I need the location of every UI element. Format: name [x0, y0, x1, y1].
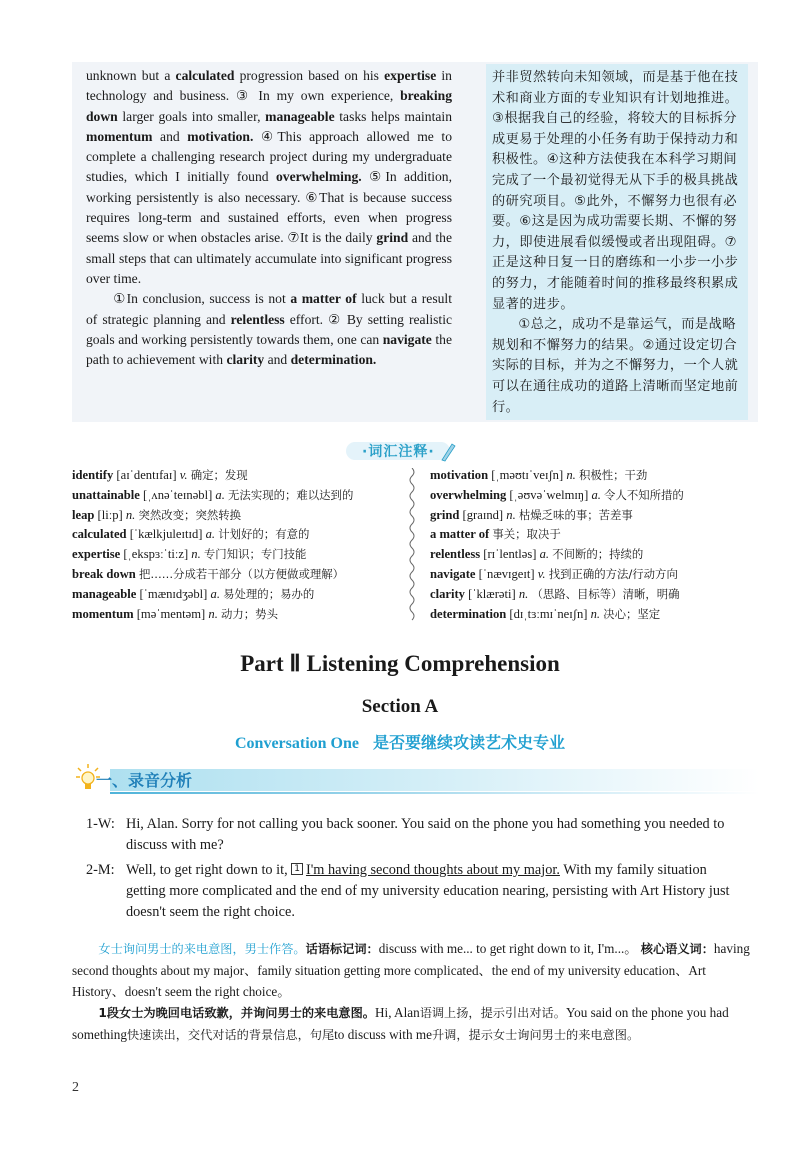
vocab-meaning: 突然改变；突然转换: [138, 507, 242, 522]
vocab-pos: n.: [587, 606, 604, 621]
page-number: 2: [72, 1080, 79, 1095]
vocab-phonetic: [ˌəʊvəˈwelmɪŋ]: [506, 487, 589, 502]
passage-text: and the small steps that can ultimately accumulate into significant progress over time.: [86, 230, 452, 286]
vocab-meaning: 把……分成若干部分（以方便做或理解）: [138, 566, 345, 581]
chinese-paragraph-1: 并非贸然转向未知领域，而是基于他在技术和商业方面的专业知识有计划地推进。③根据我自己的经验，将较大的目标拆分成更易于处理的小任务有助于保持动力和积极性。④这种方法使我在本科学习期间完成了一个最初觉得无从下手的极具挑战的研究项目。⑤此外，不懈努力也很有必要。⑥这是因为成功需要长期、不懈的努力，即使进展看似缓慢或者出现阻碍。⑦正是这种日复一日的磨练和一小步一小步的努力，才能随着时间的推移最终积累成显著的进步。: [492, 70, 739, 312]
conversation-title-cn: 是否要继续攻读艺术史专业: [372, 733, 565, 752]
vocab-divider-icon: [406, 468, 418, 624]
vocab-pos: n.: [503, 507, 519, 522]
vocab-meaning: 不间断的；持续的: [552, 547, 644, 562]
vocab-highlight: overwhelming.: [275, 169, 362, 185]
dialogue-text-post: With my family situation getting more complicated and the end of my university education nearing, persisting with Art History just doesn't seem the right choice.: [126, 862, 730, 920]
passage-text: effort. ② By setting realistic goals and working persistently towards them, one can: [86, 311, 453, 347]
section-title: Section A: [361, 696, 439, 717]
dialogue-turn: [86, 860, 748, 923]
vocab-phonetic: [liːp]: [94, 507, 123, 522]
vocab-phonetic: [ˌekspɜːˈtiːz]: [120, 547, 189, 562]
vocab-title: ·词汇注释·: [362, 444, 435, 460]
passage-text: in technology and business. ③ In my own experience,: [86, 68, 452, 104]
vocab-highlight: relentless: [230, 311, 285, 327]
vocab-highlight: motivation.: [187, 128, 254, 144]
dialogue-text: Hi, Alan. Sorry for not calling you back sooner. You said on the phone you had something you needed to discuss with me?: [126, 816, 725, 853]
english-passage: [86, 66, 452, 370]
english-paragraph-1: [86, 66, 452, 289]
vocab-phonetic: [ˈkælkjuleɪtɪd]: [126, 527, 203, 542]
vocab-phonetic: [ˈmænɪdʒəbl]: [136, 586, 208, 601]
analysis-summary: 女士询问男士的来电意图，男士作答。: [98, 942, 306, 956]
vocab-pos: n.: [205, 606, 221, 621]
part-title: Part Ⅱ Listening Comprehension: [240, 651, 560, 676]
vocab-word: leap: [72, 507, 95, 522]
dialogue-text-pre: Well, to get right down to it,: [126, 862, 292, 878]
vocab-pos: n.: [515, 586, 532, 601]
vocab-entry: [430, 585, 760, 605]
vocab-pos: v.: [176, 468, 191, 482]
vocab-meaning: 无法实现的；难以达到的: [228, 487, 354, 502]
vocab-entry: [430, 545, 760, 565]
vocab-meaning: 计划好的；有意的: [218, 527, 310, 542]
vocab-entry: [72, 585, 404, 605]
passage-text: and: [264, 352, 291, 368]
vocab-phonetic: [məˈmentəm]: [133, 606, 206, 621]
vocab-pos: n.: [122, 507, 139, 522]
conversation-title-en: Conversation One: [234, 735, 359, 752]
key-sentence: I'm having second thoughts about my major.: [305, 862, 560, 878]
core-words-text: having second thoughts about my major、family situation getting more complicated、the end of my university education、Art History、doesn't seem the right choice。: [72, 941, 750, 999]
vocab-meaning: 确定；发现: [190, 468, 248, 482]
dialogue-text: [126, 860, 748, 923]
vocab-highlight: breaking down: [86, 88, 452, 124]
vocab-highlight: manageable: [265, 108, 335, 124]
vocab-entry: [72, 605, 404, 625]
vocab-pos: n.: [188, 547, 204, 562]
discourse-marker-label: 话语标记词：: [305, 942, 379, 956]
vocab-word: navigate: [430, 566, 476, 581]
passage-text: luck but a result of strategic planning and: [86, 291, 452, 327]
passage-text: tasks helps maintain: [334, 108, 452, 124]
vocab-word: break down: [72, 566, 136, 581]
chinese-translation: [486, 64, 748, 420]
vocab-phonetic: [ˌməʊtɪˈveɪʃn]: [488, 468, 564, 482]
vocab-word: grind: [430, 507, 460, 522]
vocab-entry: [72, 486, 404, 506]
passage-text: ④This approach allowed me to complete a challenging research project during my undergraduate studies, which I initially found: [86, 128, 452, 185]
vocab-highlight: navigate: [382, 331, 432, 347]
vocab-entry: [430, 506, 760, 526]
vocab-phonetic: [ˌʌnəˈteɪnəbl]: [139, 487, 213, 502]
vocab-entry: [430, 525, 760, 545]
vocab-highlight: expertise: [384, 68, 437, 83]
vocab-list-right: [430, 466, 760, 624]
vocab-word: unattainable: [72, 487, 140, 502]
vocab-list-left: [72, 466, 404, 624]
vocab-entry: [430, 486, 760, 506]
analysis-quote: You said on the phone you had something: [72, 1005, 729, 1042]
vocab-pos: a.: [536, 547, 553, 562]
vocab-entry: [72, 545, 404, 565]
vocab-entry: [430, 466, 760, 486]
vocab-word: manageable: [72, 586, 137, 601]
vocab-pos: n.: [563, 468, 579, 482]
vocab-word: momentum: [72, 606, 134, 621]
vocab-highlight: grind: [376, 230, 409, 246]
section-underline: [110, 792, 760, 794]
vocab-word: relentless: [430, 547, 481, 562]
passage-text: progression based on his: [234, 68, 385, 83]
vocab-highlight: determination.: [290, 352, 377, 368]
analysis-section: [72, 938, 760, 1046]
vocab-meaning: 枯燥乏味的事；苦差事: [518, 507, 633, 522]
vocab-word: determination: [430, 606, 507, 621]
vocab-phonetic: [aɪˈdentɪfaɪ]: [113, 468, 177, 482]
vocab-word: calculated: [72, 527, 127, 542]
vocab-entry: [430, 605, 760, 625]
vocab-phonetic: [dɪˌtɜːmɪˈneɪʃn]: [506, 606, 588, 621]
vocab-meaning: 专门知识；专门技能: [203, 547, 307, 562]
vocab-phonetic: [ˈnævɪgeɪt]: [475, 566, 535, 581]
vocab-pos: a.: [588, 487, 605, 502]
vocab-phonetic: [graɪnd]: [459, 507, 504, 522]
vocab-highlight: calculated: [175, 68, 235, 83]
vocab-pos: a.: [212, 487, 229, 502]
vocab-meaning: 动力；势头: [221, 606, 278, 621]
passage-text: and: [152, 128, 188, 144]
vocab-meaning: 令人不知所措的: [604, 487, 684, 502]
discourse-marker-text: discuss with me... to get right down to it, I'm...。: [378, 941, 638, 956]
analysis-quote: to discuss with me: [334, 1027, 432, 1042]
vocab-entry: [72, 506, 404, 526]
vocab-entry: [72, 466, 404, 486]
vocab-entry: [72, 565, 404, 585]
vocab-meaning: 易处理的；易办的: [223, 586, 315, 601]
vocab-pos: a.: [207, 586, 224, 601]
vocab-meaning: 决心；坚定: [603, 606, 661, 621]
analysis-paragraph-1: [72, 938, 760, 1002]
analysis-quote: Hi, Alan: [375, 1005, 420, 1020]
vocab-meaning: 找到正确的方法/行动方向: [548, 566, 678, 581]
vocab-highlight: clarity: [226, 352, 265, 368]
dialogue: [86, 814, 748, 927]
vocab-pos: a.: [202, 527, 219, 542]
note-marker: 1: [291, 863, 303, 875]
section-header-bar: [110, 769, 760, 791]
chinese-paragraph-2: ①总之，成功不是靠运气，而是战略规划和不懈努力的结果。②通过设定切合实际的目标，并为之不懈努力，一个人就可以在通往成功的道路上清晰而坚定地前行。: [492, 317, 739, 415]
analysis-point: 1段女士为晚回电话致歉，并询问男士的来电意图。: [98, 1006, 375, 1020]
vocab-entry: [430, 565, 760, 585]
vocab-word: identify: [72, 468, 114, 482]
conversation-title: [0, 730, 800, 753]
vocab-word: expertise: [72, 547, 121, 562]
speaker-label: 2-M:: [86, 862, 115, 878]
vocab-word: a matter of: [430, 527, 490, 542]
vocab-meaning: 事关；取决于: [492, 527, 561, 542]
vocab-word: clarity: [430, 586, 465, 601]
analysis-note: 快速读出，交代对话的背景信息，句尾: [126, 1028, 335, 1042]
vocab-word: motivation: [430, 468, 489, 482]
vocab-highlight: a matter of: [290, 291, 357, 307]
analysis-note: 升调，提示女士询问男士的来电意图。: [431, 1028, 640, 1042]
vocab-meaning: 积极性；干劲: [578, 468, 648, 482]
vocab-phonetic: [rɪˈlentləs]: [480, 547, 537, 562]
vocab-pos: v.: [534, 566, 549, 581]
section-label: 一、录音分析: [96, 771, 193, 790]
english-paragraph-2: [86, 289, 452, 370]
vocab-meaning: （思路、目标等）清晰，明确: [531, 586, 680, 601]
passage-text: the path to achievement with: [86, 331, 452, 368]
dialogue-turn: [86, 814, 748, 856]
vocab-word: overwhelming: [430, 487, 507, 502]
vocab-entry: [72, 525, 404, 545]
vocab-phonetic: [ˈklærəti]: [464, 586, 516, 601]
passage-text: larger goals into smaller,: [117, 108, 266, 124]
analysis-note: 语调上扬，提示引出对话。: [419, 1006, 566, 1020]
analysis-paragraph-2: [72, 1002, 760, 1046]
vocab-highlight: momentum: [86, 128, 153, 144]
core-words-label: 核心语义词：: [640, 942, 714, 956]
passage-text: ⑤In addition, working persistently is also necessary. ⑥That is because success requires long-term and sustained efforts, even when progress seems slow or when obstacles arise. ⑦It is the daily: [86, 169, 453, 246]
passage-text: ①In conclusion, success is not: [113, 291, 291, 307]
speaker-label: 1-W:: [86, 816, 115, 832]
passage-text: unknown but a: [86, 68, 176, 83]
